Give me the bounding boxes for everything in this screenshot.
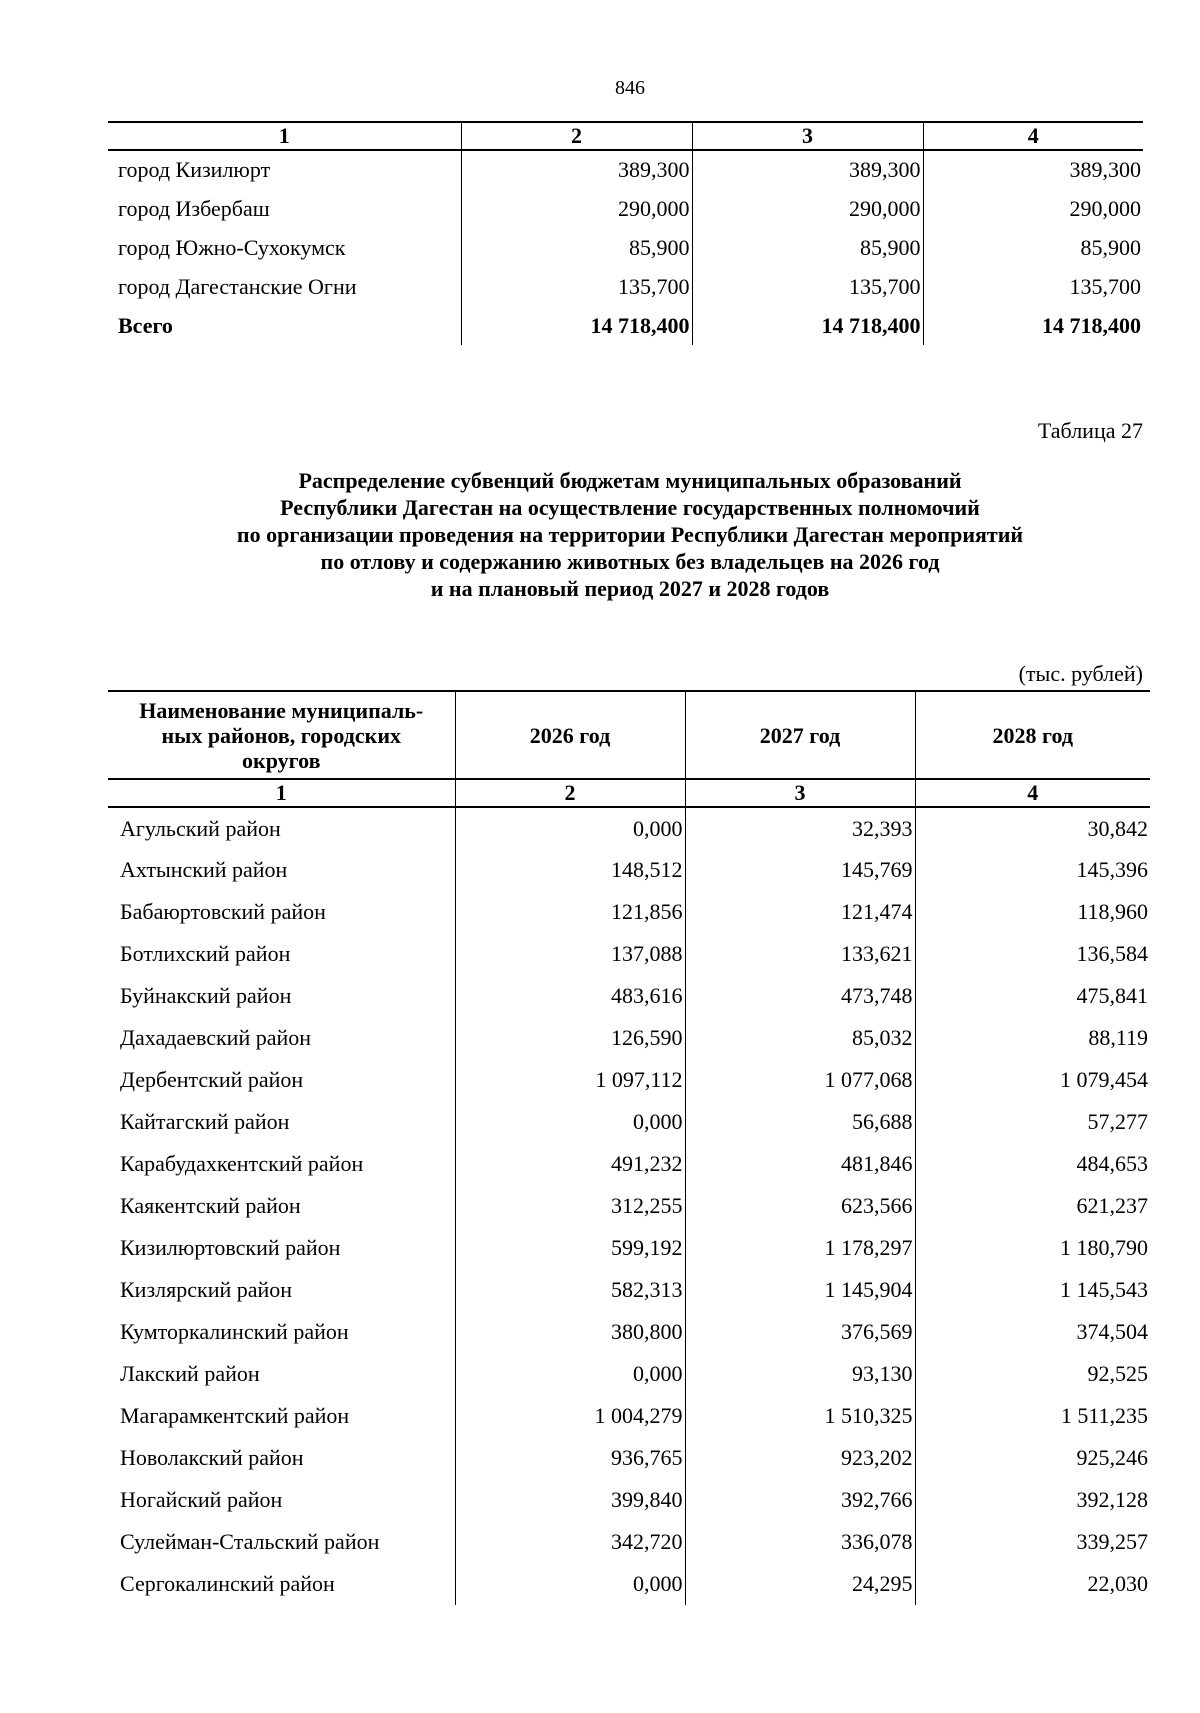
table-row — [108, 1437, 1150, 1479]
value-2028: 136,584 — [915, 933, 1150, 975]
table-row — [108, 1269, 1150, 1311]
value-2027: 481,846 — [685, 1143, 915, 1185]
column-number: 1 — [108, 779, 455, 807]
header-name-line: Наименование муниципаль- — [139, 697, 424, 723]
value-2028: 118,960 — [915, 891, 1150, 933]
table-row — [108, 1479, 1150, 1521]
value-2027: 389,300 — [692, 150, 923, 189]
total-2026: 14 718,400 — [461, 306, 692, 345]
value-2026: 599,192 — [455, 1227, 685, 1269]
column-number: 3 — [685, 779, 915, 807]
table-row — [108, 933, 1150, 975]
table-label: Таблица 27 — [1037, 418, 1143, 443]
value-2026: 0,000 — [455, 1563, 685, 1605]
value-2027: 290,000 — [692, 189, 923, 228]
table-row — [108, 849, 1150, 891]
value-2027: 133,621 — [685, 933, 915, 975]
table-row — [108, 189, 1143, 228]
table-row — [108, 1185, 1150, 1227]
units-label: (тыс. рублей) — [1018, 661, 1143, 686]
title-line: Республики Дагестан на осуществление государственных полномочий — [280, 495, 980, 520]
value-2026: 1 097,112 — [455, 1059, 685, 1101]
row-name: Бабаюртовский район — [120, 899, 326, 924]
header-name — [108, 691, 455, 779]
header-2028: 2028 год — [915, 691, 1150, 779]
value-2027: 1 145,904 — [685, 1269, 915, 1311]
value-2026: 0,000 — [455, 1101, 685, 1143]
value-2026: 312,255 — [455, 1185, 685, 1227]
value-2027: 93,130 — [685, 1353, 915, 1395]
value-2027: 623,566 — [685, 1185, 915, 1227]
table-row — [108, 1395, 1150, 1437]
table-row — [108, 1563, 1150, 1605]
value-2026: 135,700 — [461, 267, 692, 306]
total-label: Всего — [118, 312, 173, 338]
row-name: город Южно-Сухокумск — [118, 234, 346, 260]
column-number: 2 — [455, 779, 685, 807]
column-number-row — [108, 122, 1143, 150]
value-2028: 1 079,454 — [915, 1059, 1150, 1101]
value-2027: 923,202 — [685, 1437, 915, 1479]
table-row — [108, 267, 1143, 306]
value-2026: 491,232 — [455, 1143, 685, 1185]
table-row — [108, 228, 1143, 267]
table-row — [108, 1311, 1150, 1353]
row-name: Кизлярский район — [120, 1277, 293, 1302]
total-2027: 14 718,400 — [692, 306, 923, 345]
value-2028: 135,700 — [923, 267, 1143, 306]
column-number: 4 — [923, 122, 1143, 150]
value-2028: 1 511,235 — [915, 1395, 1150, 1437]
table-row — [108, 807, 1150, 849]
value-2027: 32,393 — [685, 807, 915, 849]
table-title — [0, 467, 1200, 602]
value-2027: 85,032 — [685, 1017, 915, 1059]
value-2027: 336,078 — [685, 1521, 915, 1563]
table-row — [108, 1143, 1150, 1185]
value-2027: 24,295 — [685, 1563, 915, 1605]
row-name: Дахадаевский район — [120, 1025, 312, 1050]
value-2026: 121,856 — [455, 891, 685, 933]
table-row — [108, 1101, 1150, 1143]
value-2028: 339,257 — [915, 1521, 1150, 1563]
value-2028: 30,842 — [915, 807, 1150, 849]
value-2027: 56,688 — [685, 1101, 915, 1143]
value-2028: 374,504 — [915, 1311, 1150, 1353]
title-line: по отлову и содержанию животных без владельцев на 2026 год — [320, 549, 940, 574]
value-2026: 483,616 — [455, 975, 685, 1017]
row-name: Каякентский район — [120, 1193, 301, 1218]
table-row — [108, 1059, 1150, 1101]
value-2028: 484,653 — [915, 1143, 1150, 1185]
value-2028: 1 180,790 — [915, 1227, 1150, 1269]
value-2028: 22,030 — [915, 1563, 1150, 1605]
value-2026: 380,800 — [455, 1311, 685, 1353]
header-row — [108, 691, 1150, 779]
row-name: Сергокалинский район — [120, 1571, 335, 1596]
row-name: Ахтынский район — [120, 857, 288, 882]
row-name: город Дагестанские Огни — [118, 273, 357, 299]
value-2027: 85,900 — [692, 228, 923, 267]
value-2027: 1 077,068 — [685, 1059, 915, 1101]
value-2026: 0,000 — [455, 807, 685, 849]
page-number: 846 — [615, 77, 645, 99]
value-2026: 399,840 — [455, 1479, 685, 1521]
value-2028: 389,300 — [923, 150, 1143, 189]
row-name: город Кизилюрт — [118, 157, 271, 182]
table-row — [108, 1227, 1150, 1269]
value-2028: 92,525 — [915, 1353, 1150, 1395]
value-2028: 88,119 — [915, 1017, 1150, 1059]
value-2027: 145,769 — [685, 849, 915, 891]
value-2028: 475,841 — [915, 975, 1150, 1017]
row-name: Карабудахкентский район — [120, 1151, 364, 1176]
value-2026: 85,900 — [461, 228, 692, 267]
value-2026: 148,512 — [455, 849, 685, 891]
row-name: Кумторкалинский район — [120, 1319, 349, 1344]
continuation-table — [108, 121, 1143, 345]
subventions-table — [108, 690, 1150, 1605]
row-name: Сулейман-Стальский район — [120, 1529, 380, 1554]
row-name: Магарамкентский район — [120, 1403, 350, 1428]
row-name: Лакский район — [120, 1361, 260, 1386]
row-name: Кизилюртовский район — [120, 1235, 341, 1260]
column-number: 2 — [461, 122, 692, 150]
column-number: 1 — [108, 122, 461, 150]
header-name-line: округов — [242, 747, 321, 773]
row-name: Кайтагский район — [120, 1109, 290, 1134]
header-2026: 2026 год — [455, 691, 685, 779]
table-row — [108, 975, 1150, 1017]
header-2027: 2027 год — [685, 691, 915, 779]
total-row — [108, 306, 1143, 345]
value-2027: 392,766 — [685, 1479, 915, 1521]
value-2028: 621,237 — [915, 1185, 1150, 1227]
row-name: Ногайский район — [120, 1487, 283, 1512]
value-2027: 121,474 — [685, 891, 915, 933]
table-row — [108, 150, 1143, 189]
title-line: и на плановый период 2027 и 2028 годов — [430, 576, 830, 601]
table-row — [108, 1353, 1150, 1395]
value-2028: 392,128 — [915, 1479, 1150, 1521]
value-2028: 145,396 — [915, 849, 1150, 891]
row-name: Новолакский район — [120, 1445, 304, 1470]
title-line: по организации проведения на территории Республики Дагестан мероприятий — [236, 522, 1024, 547]
value-2027: 1 510,325 — [685, 1395, 915, 1437]
title-line: Распределение субвенций бюджетам муниципальных образований — [298, 468, 962, 493]
value-2027: 135,700 — [692, 267, 923, 306]
value-2028: 925,246 — [915, 1437, 1150, 1479]
header-name-line: ных районов, городских — [161, 722, 402, 748]
value-2026: 936,765 — [455, 1437, 685, 1479]
table-row — [108, 1521, 1150, 1563]
value-2026: 1 004,279 — [455, 1395, 685, 1437]
table-row — [108, 1017, 1150, 1059]
value-2027: 376,569 — [685, 1311, 915, 1353]
value-2026: 389,300 — [461, 150, 692, 189]
value-2028: 57,277 — [915, 1101, 1150, 1143]
total-2028: 14 718,400 — [923, 306, 1143, 345]
row-name: Агульский район — [120, 815, 281, 841]
row-name: город Избербаш — [118, 195, 270, 221]
value-2028: 290,000 — [923, 189, 1143, 228]
value-2026: 342,720 — [455, 1521, 685, 1563]
value-2026: 582,313 — [455, 1269, 685, 1311]
value-2028: 85,900 — [923, 228, 1143, 267]
column-number: 3 — [692, 122, 923, 150]
value-2028: 1 145,543 — [915, 1269, 1150, 1311]
value-2026: 137,088 — [455, 933, 685, 975]
row-name: Буйнакский район — [120, 983, 292, 1008]
value-2026: 126,590 — [455, 1017, 685, 1059]
value-2026: 0,000 — [455, 1353, 685, 1395]
value-2027: 473,748 — [685, 975, 915, 1017]
column-number: 4 — [915, 779, 1150, 807]
value-2026: 290,000 — [461, 189, 692, 228]
row-name: Дербентский район — [120, 1067, 304, 1092]
table-row — [108, 891, 1150, 933]
value-2027: 1 178,297 — [685, 1227, 915, 1269]
row-name: Ботлихский район — [120, 941, 291, 966]
column-number-row — [108, 779, 1150, 807]
